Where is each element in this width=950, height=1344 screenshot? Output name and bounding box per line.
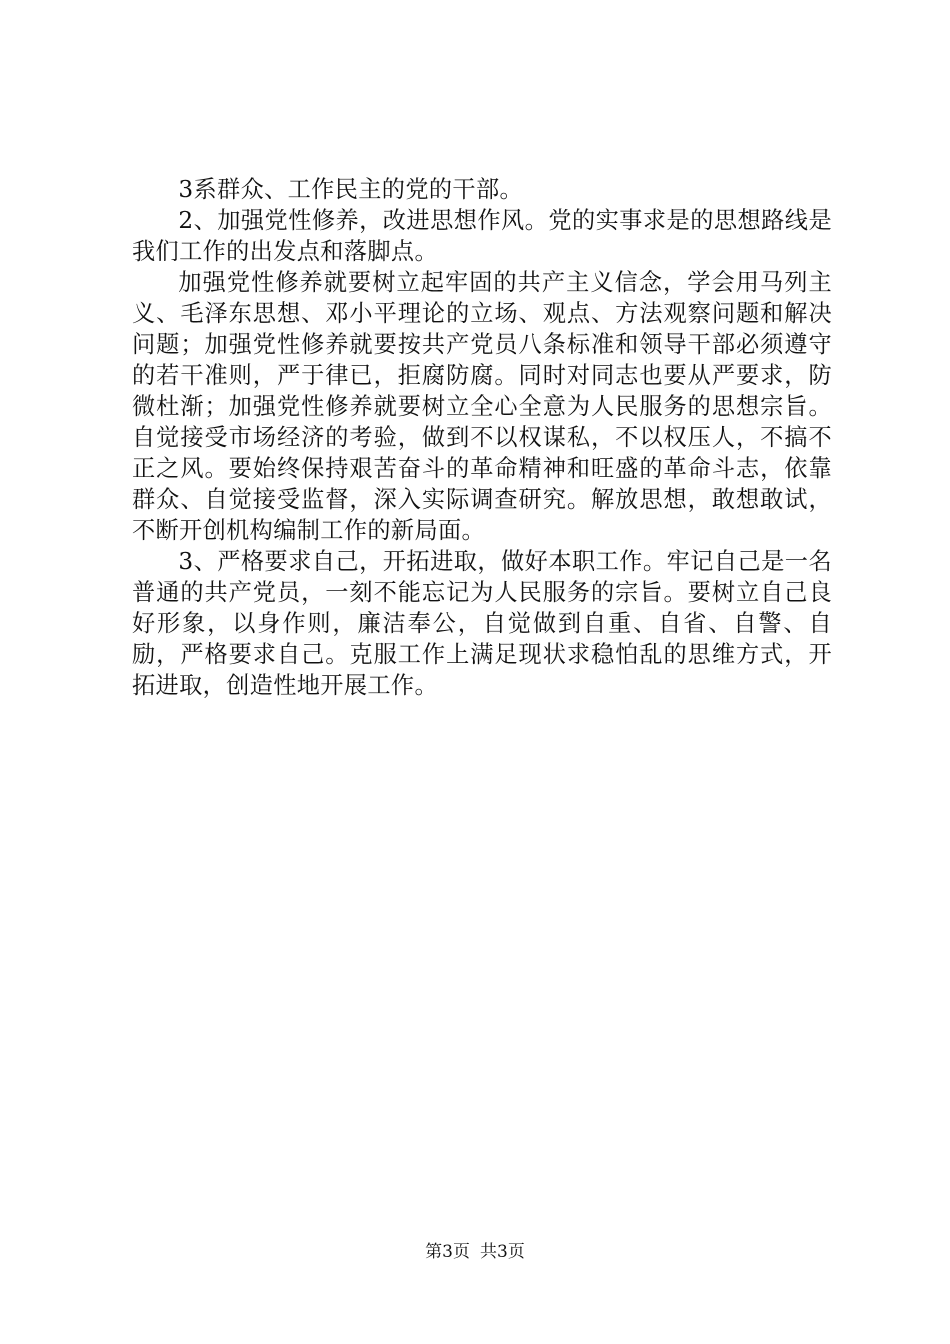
page-footer bbox=[0, 1241, 950, 1263]
paragraph-1: 3系群众、工作民主的党的干部。 bbox=[178, 176, 524, 203]
page-number-current: 第3页 bbox=[425, 1242, 470, 1262]
paragraph-3: 加强党性修养就要树立起牢固的共产主义信念，学会用马列主义、毛泽东思想、邓小平理论的立场、观点、方法观察问题和解决问题；加强党性修养就要按共产党员八条标准和领导干部必须遵守的若干准则，严于律已，拒腐防腐。同时对同志也要从严要求，防微杜渐；加强党性修养就要树立全心全意为人民服务的思想宗旨。自觉接受市场经济的考验，做到不以权谋私，不以权压人，不搞不正之风。要始终保持艰苦奋斗的革命精神和旺盛的革命斗志，依靠群众、自觉接受监督，深入实际调查研究。解放思想，敢想敢试，不断开创机构编制工作的新局面。 bbox=[132, 269, 832, 544]
document-body bbox=[132, 174, 832, 701]
page-number-total: 共3页 bbox=[480, 1242, 525, 1262]
paragraph-2: 2、加强党性修养，改进思想作风。党的实事求是的思想路线是我们工作的出发点和落脚点。 bbox=[132, 207, 832, 265]
paragraph-4: 3、严格要求自己，开拓进取，做好本职工作。牢记自己是一名普通的共产党员，一刻不能忘记为人民服务的宗旨。要树立自己良好形象，以身作则，廉洁奉公，自觉做到自重、自省、自警、自励，严格要求自己。克服工作上满足现状求稳怕乱的思维方式，开拓进取，创造性地开展工作。 bbox=[132, 548, 832, 699]
